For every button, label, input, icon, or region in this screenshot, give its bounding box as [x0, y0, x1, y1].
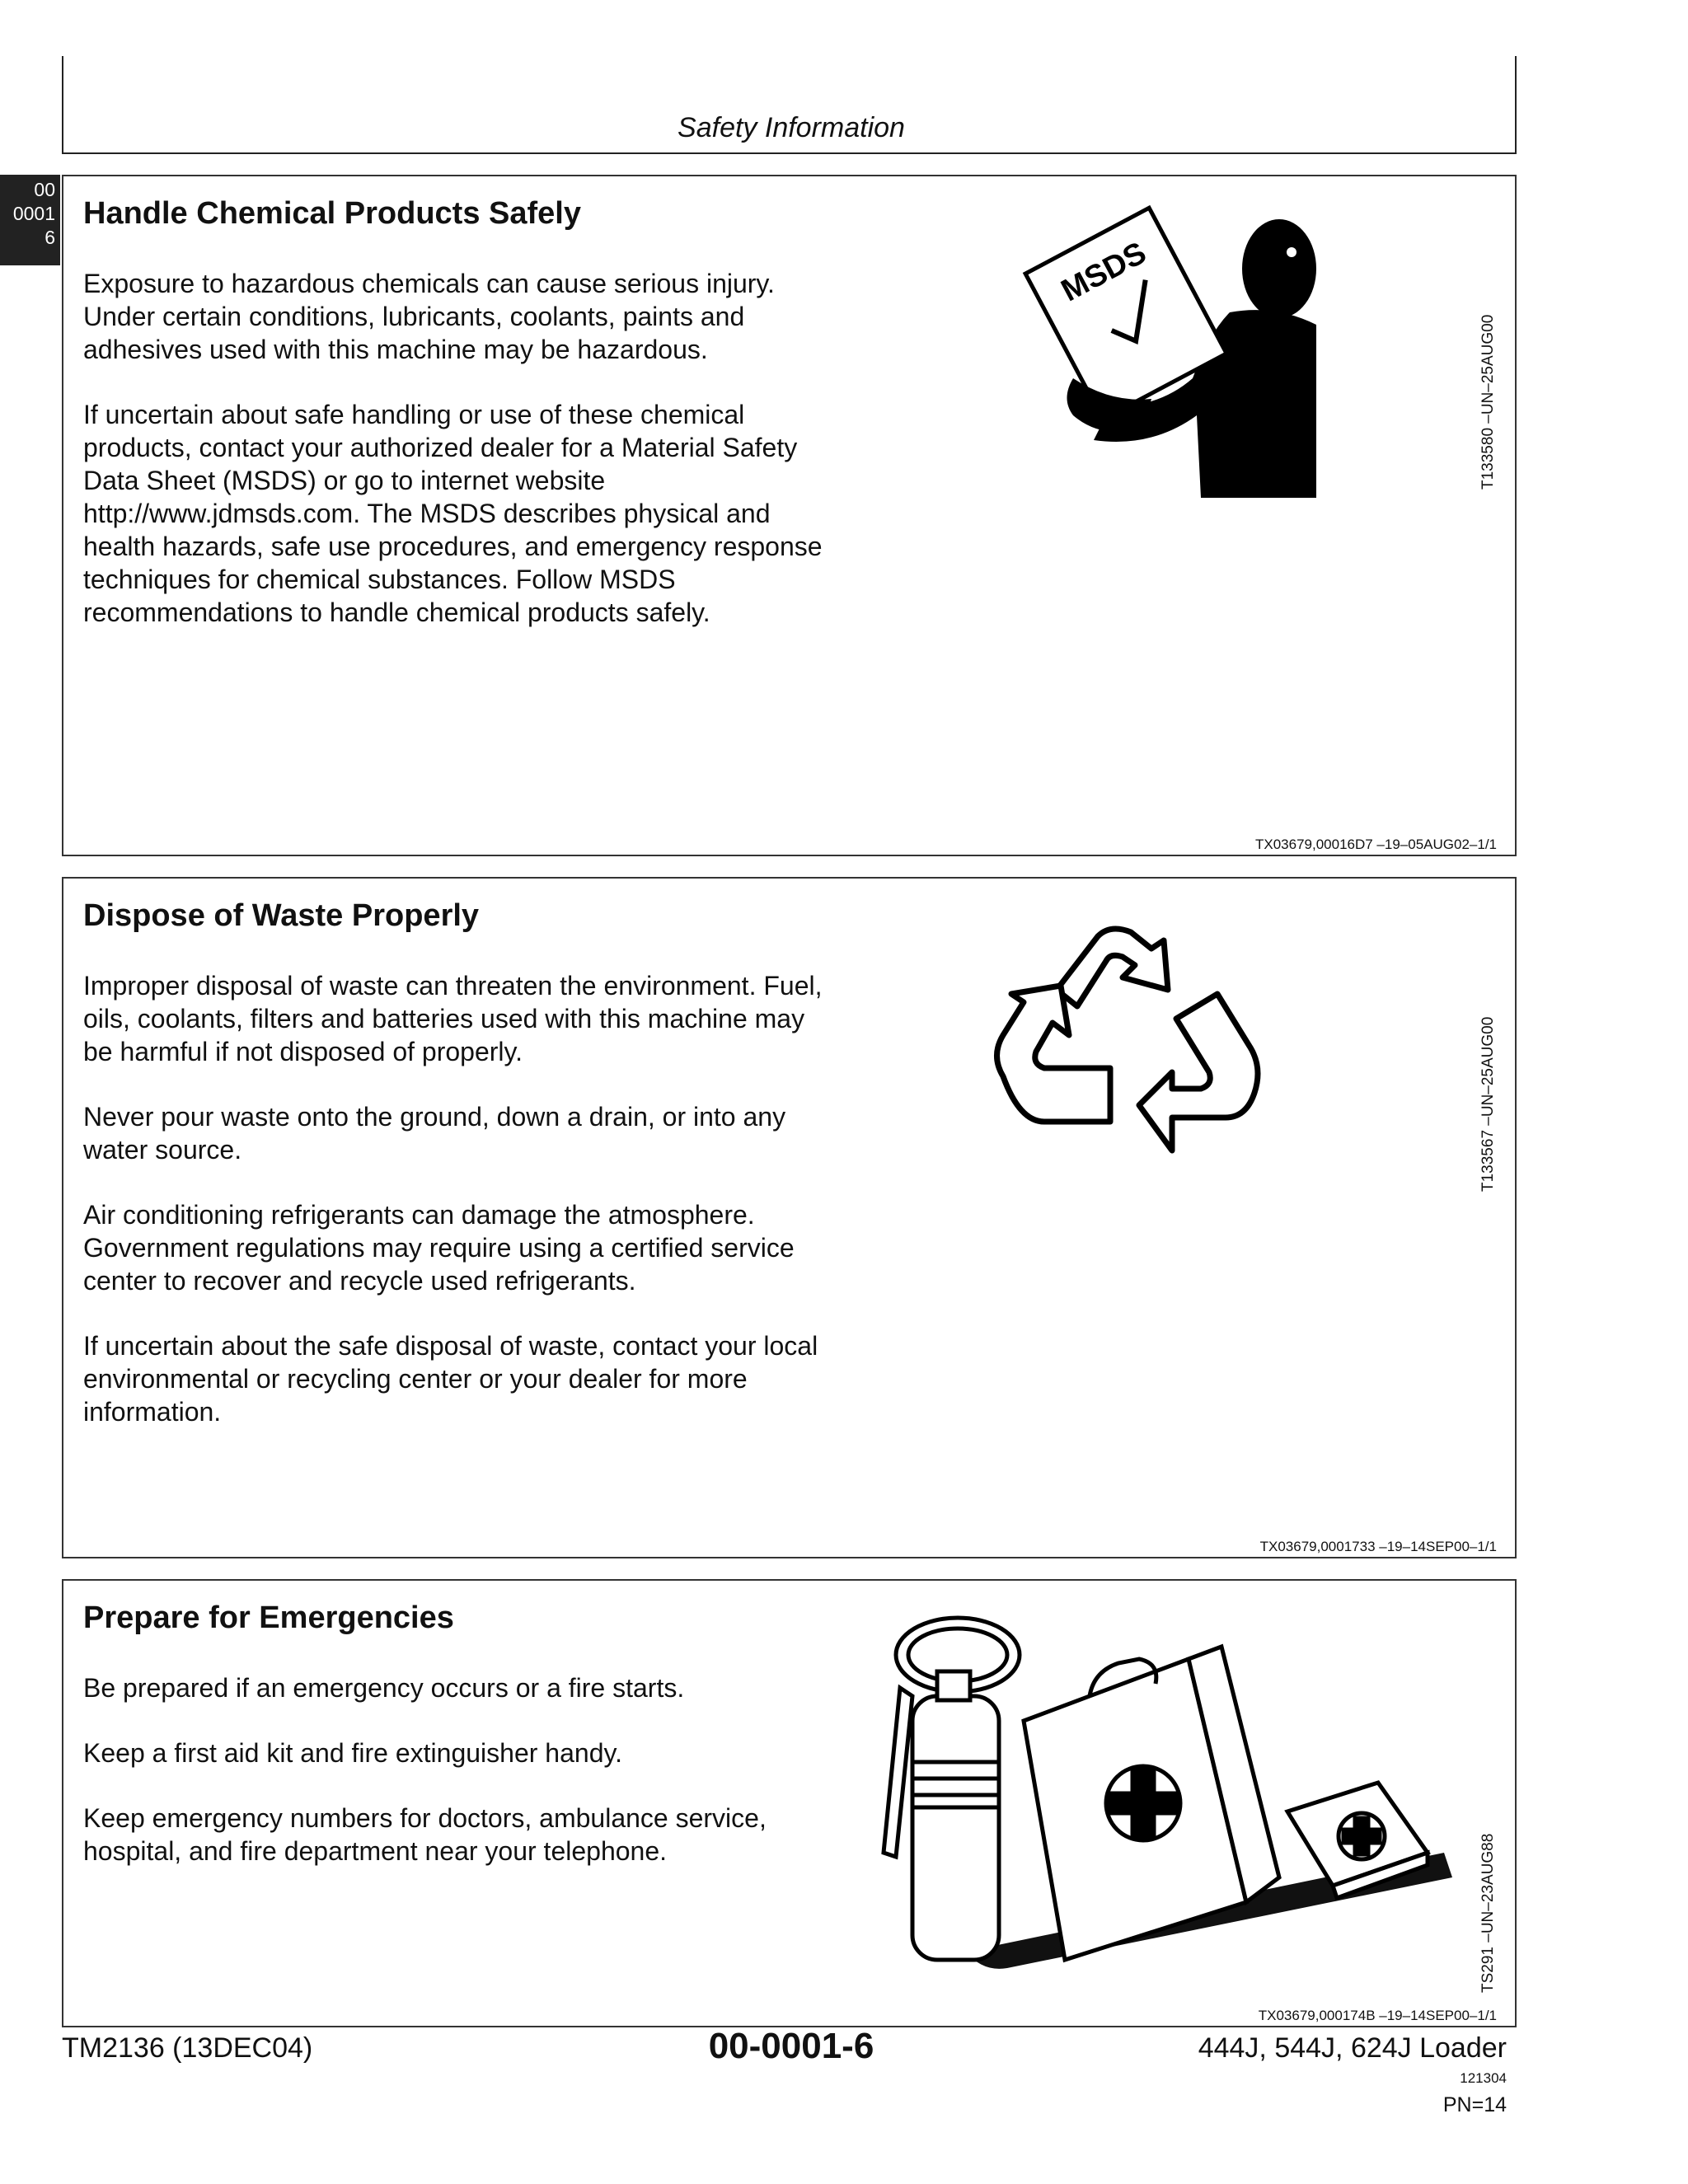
section-body [83, 1671, 825, 1900]
figure-code: T133580 –UN–25AUG00 [1479, 314, 1497, 490]
document-code: TX03679,000174B –19–14SEP00–1/1 [1258, 2008, 1497, 2023]
section-side-tab [0, 175, 60, 265]
paragraph: Exposure to hazardous chemicals can cause serious injury. Under certain conditions, lubricants, coolants, paints and adhesives used with this machine may be hazardous. [83, 269, 775, 364]
section-dispose-waste [62, 877, 1517, 1558]
paragraph: Keep emergency numbers for doctors, ambulance service, hospital, and fire department near your telephone. [83, 1803, 767, 1866]
msds-reader-illustration [987, 201, 1374, 498]
side-tab-line-2: 0001 [12, 203, 55, 224]
paragraph: Improper disposal of waste can threaten the environment. Fuel, oils, coolants, filters and batteries used with this machine may be harmful if not disposed of properly. [83, 971, 823, 1066]
section-title: Prepare for Emergencies [83, 1601, 454, 1635]
section-body [83, 969, 825, 1460]
side-tab-line-1: 00 [34, 179, 55, 200]
section-prepare-emergencies [62, 1579, 1517, 2027]
page-header-title: Safety Information [678, 112, 905, 143]
section-chemical-products [62, 175, 1517, 856]
figure-code: T133567 –UN–25AUG00 [1479, 1016, 1497, 1192]
document-code: TX03679,00016D7 –19–05AUG02–1/1 [1254, 837, 1497, 852]
header-underline [62, 152, 1517, 154]
section-title: Dispose of Waste Properly [83, 898, 480, 933]
paragraph: Keep a first aid kit and fire extinguisher handy. [83, 1738, 622, 1768]
section-body [83, 267, 825, 661]
recycle-icon [987, 912, 1283, 1183]
paragraph: Air conditioning refrigerants can damage the atmosphere. Government regulations may require using a certified service center to recover and recycle used refrigerants. [83, 1200, 795, 1296]
section-title: Handle Chemical Products Safely [83, 196, 581, 231]
footer-pn: PN=14 [1442, 2093, 1507, 2116]
paragraph: Never pour waste onto the ground, down a drain, or into any water source. [83, 1102, 786, 1165]
paragraph: If uncertain about the safe disposal of waste, contact your local environmental or recycling center or your dealer for more information. [83, 1331, 818, 1427]
fire-extinguisher [884, 1618, 1020, 1960]
footer-date: 121304 [1460, 2070, 1507, 2086]
footer-model: 444J, 544J, 624J Loader [1198, 2032, 1507, 2064]
footer-manual-id: TM2136 (13DEC04) [62, 2032, 313, 2064]
document-code: TX03679,0001733 –19–14SEP00–1/1 [1259, 1539, 1497, 1554]
side-tab-line-3: 6 [45, 227, 55, 248]
footer-page-number: 00-0001-6 [708, 2026, 874, 2066]
figure-code: TS291 –UN–23AUG88 [1479, 1833, 1497, 1993]
emergency-equipment-illustration [867, 1605, 1461, 1993]
msds-label: MSDS [1056, 235, 1152, 309]
paragraph: Be prepared if an emergency occurs or a fire starts. [83, 1673, 685, 1703]
paragraph: If uncertain about safe handling or use of these chemical products, contact your authorized dealer for a Material Safety Data Sheet (MSDS) or go to internet website http://www.jdmsds.com. The MSDS describes physical and health hazards, safe use procedures, and emergency response techniques for chemical substances. Follow MSDS recommendations to handle chemical products safely. [83, 400, 823, 627]
